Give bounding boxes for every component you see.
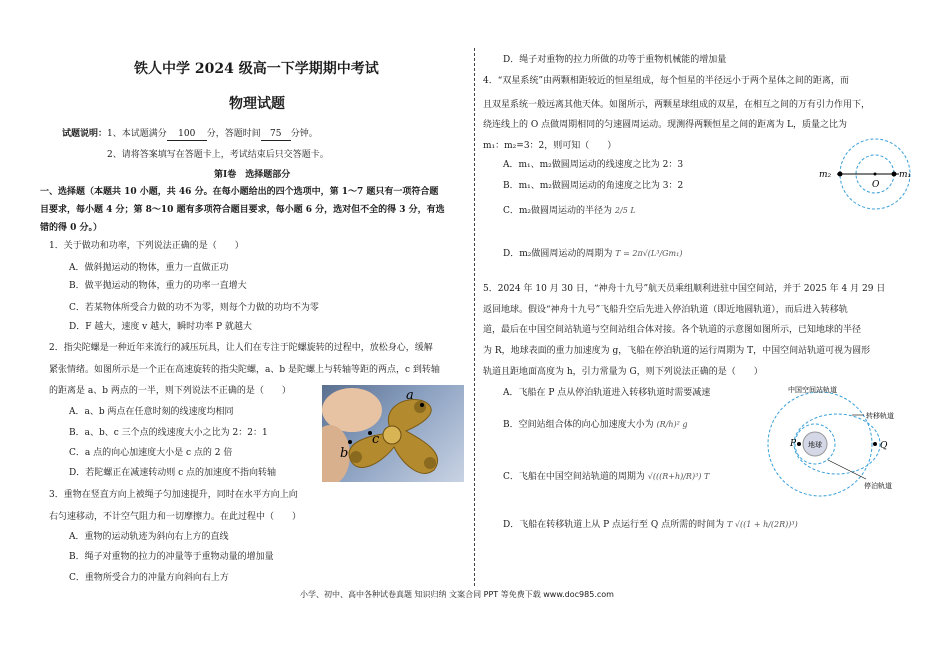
q5-option-c-formula: √(((R+h)/R)³) T <box>647 472 710 481</box>
part1-heading-line-1: 一、选择题（本题共 10 小题，共 46 分。在每小题给出的四个选项中，第 1～7 题只有一项符合题 <box>40 187 439 197</box>
notes-text-b: 分，答题时间 <box>206 129 261 139</box>
q2-option-d: D．若陀螺正在减速转动则 c 点的加速度不指向转轴 <box>69 468 276 478</box>
q2-option-b: B．a、b、c 三个点的线速度大小之比为 2：2：1 <box>69 428 268 438</box>
q3-option-b: B．绳子对重物的拉力的冲量等于重物动量的增加量 <box>69 552 274 562</box>
q5-option-d-text: D．飞船在转移轨道上从 P 点运行至 Q 点所需的时间为 <box>503 520 725 530</box>
label-o: O <box>872 180 880 190</box>
q1-stem: 1．关于做功和功率，下列说法正确的是（ ） <box>49 241 244 251</box>
label-m1: m₁ <box>899 170 912 180</box>
q2-option-a: A．a、b 两点在任意时刻的线速度均相同 <box>69 407 234 417</box>
q5-stem-line-3: 道，最后在中国空间站轨道与空间站组合体对接。各个轨道的示意图如图所示，已知地球的半径 <box>483 325 862 335</box>
q3-stem-line-1: 3．重物在竖直方向上被绳子匀加速提升，同时在水平方向上向 <box>49 490 298 500</box>
q1-option-c: C．若某物体所受合力做的功不为零，则每个力做的功均不为零 <box>69 303 319 313</box>
column-divider <box>474 48 475 586</box>
q5-stem-line-2: 返回地球。假设“神舟十九号”飞船升空后先进入停泊轨道（即近地圆轨道），而后进入转移轨 <box>483 305 848 315</box>
spinner-weight-2 <box>424 457 436 469</box>
point-p <box>797 442 801 446</box>
q1-option-b: B．做平抛运动的物体，重力的功率一直增大 <box>69 281 247 291</box>
label-b: b <box>340 446 349 461</box>
binary-star-figure <box>815 133 935 215</box>
orbit-svg <box>762 384 922 502</box>
label-station-orbit: 中国空间站轨道 <box>788 386 837 394</box>
center-o <box>874 173 877 176</box>
q4-option-a: A．m₁、m₂做圆周运动的线速度之比为 2：3 <box>503 160 684 170</box>
label-parking-orbit: 停泊轨道 <box>864 482 892 490</box>
spinner-hub <box>383 426 401 444</box>
label-a: a <box>406 388 414 403</box>
exam-subtitle: 物理试题 <box>229 96 285 112</box>
q4-option-d-text: D．m₂做圆周运动的周期为 <box>503 249 613 259</box>
label-q: Q <box>880 441 888 451</box>
q1-option-a: A．做斜抛运动的物体，重力一直做正功 <box>69 263 229 273</box>
spinner-weight-1 <box>414 401 426 413</box>
q2-stem-line-2: 紧张情绪。如图所示是一个正在高速旋转的指尖陀螺，a、b 是陀螺上与转轴等距的两点，c 到转轴 <box>49 365 440 375</box>
q3-option-c: C．重物所受合力的冲量方向斜向右上方 <box>69 573 229 583</box>
q4-stem-line-2: 且双星系统一般远离其他天体。如图所示，两颗星球组成的双星，在相互之间的万有引力作用下， <box>483 100 871 110</box>
part1-heading-line-3: 错的得 0 分。） <box>40 223 103 233</box>
notes-line-2: 2、请将答案填写在答题卡上，考试结束后只交答题卡。 <box>107 150 329 160</box>
exam-title: 铁人中学 2024 级高一下学期期中考试 <box>134 61 379 77</box>
label-earth: 地球 <box>808 441 822 449</box>
part1-heading-line-2: 目要求，每小题 4 分；第 8～10 题有多项符合题目要求，每小题 6 分，选对但不全的得 3 分，有选 <box>40 205 445 215</box>
q4-option-c <box>503 206 636 217</box>
notes-line-1 <box>62 129 318 141</box>
q5-stem-line-1: 5．2024 年 10 月 30 日，“神舟十九号”航天员乘组顺利进驻中国空间站，并于 2025 年 4 月 29 日 <box>483 284 886 294</box>
star-m2 <box>838 172 843 177</box>
spinner-weight-3 <box>350 451 362 463</box>
section-title: 第Ⅰ卷 选择题部分 <box>214 170 291 180</box>
label-m2: m₂ <box>819 170 832 180</box>
q4-stem-line-3: 绕连线上的 O 点做周期相同的匀速圆周运动。现测得两颗恒星之间的距离为 L，质量之比为 <box>483 120 847 130</box>
q5-option-d-formula: T √((1 + h/(2R))³) <box>726 520 798 529</box>
point-q <box>873 442 877 446</box>
fidget-spinner-svg <box>322 385 464 482</box>
q4-option-c-text: C．m₂做圆周运动的半径为 <box>503 206 613 216</box>
notes-label: 试题说明： <box>62 129 108 139</box>
q2-option-c: C．a 点的向心加速度大小是 c 点的 2 倍 <box>69 448 233 458</box>
fidget-spinner-figure <box>322 385 464 482</box>
label-p: P <box>790 439 797 449</box>
q5-option-c <box>503 472 709 483</box>
q3-option-a: A．重物的运动轨迹为斜向右上方的直线 <box>69 532 229 542</box>
q5-stem-line-4: 为 R，地球表面的重力加速度为 g，飞船在停泊轨道的运行周期为 T，中国空间站轨道可视为圆形 <box>483 346 871 356</box>
label-transfer-orbit: 转移轨道 <box>866 412 894 420</box>
q4-option-c-formula: 2/5 L <box>614 206 636 215</box>
q5-option-b <box>503 420 687 431</box>
q5-option-b-formula: (R/h)² g <box>656 420 688 429</box>
footer-ad: 小学、初中、高中各种试卷真题 知识归纳 文案合同 PPT 等免费下载 www.doc985.com <box>300 590 614 599</box>
q5-option-c-text: C．飞船在中国空间站轨道的周期为 <box>503 472 645 482</box>
q2-stem-line-1: 2．指尖陀螺是一种近年来流行的减压玩具，让人们在专注于陀螺旋转的过程中，放松身心，缓解 <box>49 343 433 353</box>
notes-time: 75 <box>261 129 291 141</box>
star-m1 <box>892 172 897 177</box>
notes-text-a: 1、本试题满分 <box>107 129 167 139</box>
binary-star-svg <box>815 133 935 215</box>
q2-stem-line-3: 的距离是 a、b 两点的一半，则下列说法不正确的是（ ） <box>49 386 291 396</box>
notes-score: 100 <box>167 129 207 141</box>
parking-pointer <box>828 460 866 479</box>
q5-stem-line-5: 轨道且距地面高度为 h，引力常量为 G，则下列说法正确的是（ ） <box>483 367 763 377</box>
q5-option-a: A．飞船在 P 点从停泊轨道进入转移轨道时需要减速 <box>503 388 711 398</box>
q4-stem-line-4: m₁：m₂=3：2，则可知（ ） <box>483 141 617 151</box>
q4-option-d-formula: T = 2π√(L³/Gm₁) <box>615 249 683 258</box>
q5-option-b-text: B．空间站组合体的向心加速度大小为 <box>503 420 654 430</box>
notes-text-c: 分钟。 <box>290 129 318 139</box>
q3-stem-line-2: 右匀速移动，不计空气阻力和一切摩擦力。在此过程中（ ） <box>49 512 302 522</box>
orbit-figure <box>762 384 922 502</box>
point-a <box>420 403 424 407</box>
q4-option-d <box>503 249 682 260</box>
q5-option-d <box>503 520 798 531</box>
q4-stem-line-1: 4．“双星系统”由两颗相距较近的恒星组成，每个恒星的半径远小于两个星体之间的距离，而 <box>483 76 849 86</box>
q1-option-d: D．F 越大，速度 v 越大，瞬时功率 P 就越大 <box>69 322 252 332</box>
q3-option-d: D．绳子对重物的拉力所做的功等于重物机械能的增加量 <box>503 55 727 65</box>
label-c: c <box>372 432 380 447</box>
point-b <box>348 440 352 444</box>
q4-option-b: B．m₁、m₂做圆周运动的角速度之比为 3：2 <box>503 181 684 191</box>
